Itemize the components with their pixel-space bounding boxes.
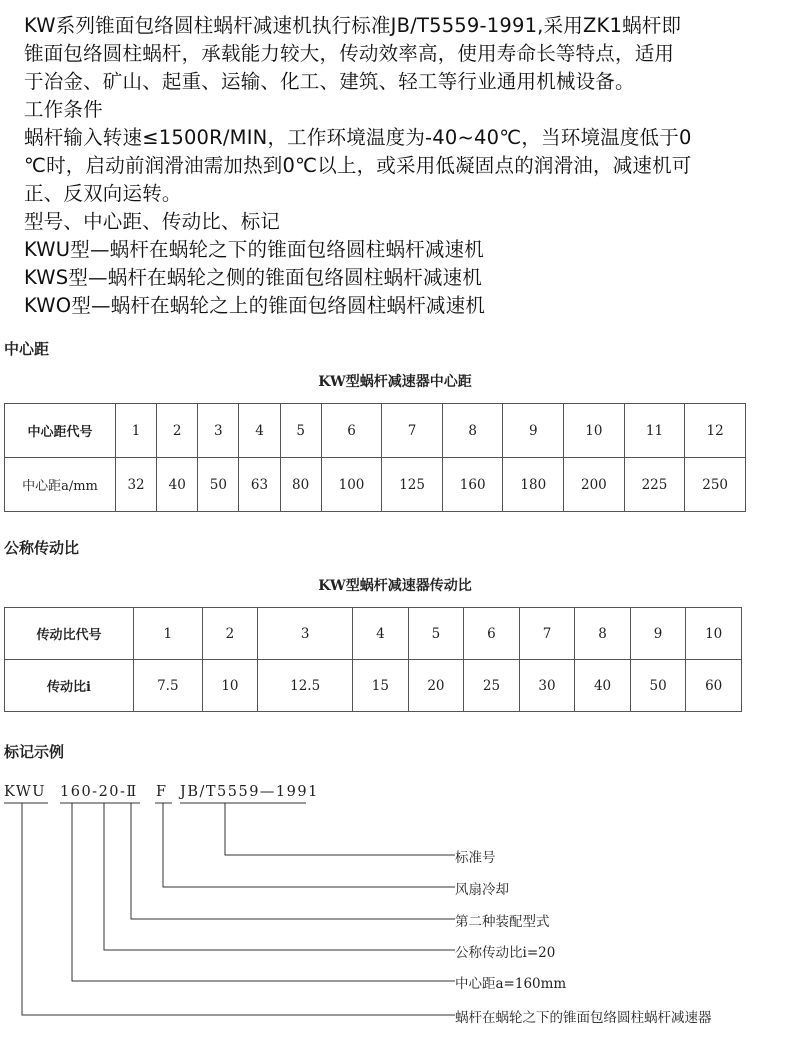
code-type: KWU	[4, 784, 46, 800]
intro-line: 锥面包络圆柱蜗杆，承载能力较大，传动效率高，使用寿命长等特点，适用	[24, 42, 675, 65]
intro-line: 工作条件	[24, 98, 103, 121]
ratio-table-caption: KW型蜗杆减速器传动比	[318, 578, 472, 594]
table-cell: 225	[624, 458, 685, 512]
table-cell: 15	[353, 660, 409, 712]
table-cell: 5	[408, 608, 464, 660]
center-distance-table	[4, 403, 746, 512]
table-cell: 9	[503, 404, 564, 458]
intro-line: 蜗杆输入转速≤1500R/MIN，工作环境温度为-40~40℃，当环境温度低于0	[24, 126, 692, 149]
intro-line: 正、反双向运转。	[24, 182, 182, 205]
leader-type-line	[22, 803, 455, 1015]
table-cell: 160	[442, 458, 503, 512]
table-cell: 30	[519, 660, 575, 712]
intro-line: 型号、中心距、传动比、标记	[24, 210, 281, 233]
marking-section-title: 标记示例	[4, 743, 65, 761]
label-assembly: 第二种装配型式	[455, 914, 550, 930]
table-cell: 4	[353, 608, 409, 660]
table-cell: 12	[685, 404, 746, 458]
intro-line: 于冶金、矿山、起重、运输、化工、建筑、轻工等行业通用机械设备。	[24, 70, 635, 93]
table-cell: 40	[157, 458, 198, 512]
intro-line: KWO型—蜗杆在蜗轮之上的锥面包络圆柱蜗杆减速机	[24, 294, 486, 317]
leader-ratio-line	[104, 803, 455, 950]
table-row-header: 传动比i	[5, 660, 134, 712]
table-cell: 100	[321, 458, 382, 512]
table-cell: 40	[575, 660, 631, 712]
table-cell: 180	[503, 458, 564, 512]
table-cell: 3	[258, 608, 353, 660]
table-cell: 20	[408, 660, 464, 712]
label-ratio: 公称传动比i=20	[455, 945, 556, 961]
table-cell: 80	[280, 458, 321, 512]
table-cell: 7.5	[134, 660, 203, 712]
table-cell: 2	[202, 608, 258, 660]
table-row	[5, 458, 746, 512]
code-standard: JB/T5559—1991	[180, 784, 319, 800]
table-cell: 12.5	[258, 660, 353, 712]
code-size: 160-20-Ⅱ	[60, 784, 138, 800]
leader-fan-line	[163, 803, 455, 887]
leader-assembly-line	[131, 803, 455, 919]
label-fan-cooling: 风扇冷却	[455, 882, 509, 898]
intro-line: KWU型—蜗杆在蜗轮之下的锥面包络圆柱蜗杆减速机	[24, 238, 484, 261]
table-cell: 60	[686, 660, 742, 712]
intro-line: KWS型—蜗杆在蜗轮之侧的锥面包络圆柱蜗杆减速机	[24, 266, 483, 289]
table-cell: 8	[575, 608, 631, 660]
code-cooling: F	[156, 784, 168, 800]
table-cell: 7	[382, 404, 443, 458]
table-row	[5, 660, 742, 712]
table-row-header: 中心距代号	[5, 404, 116, 458]
table-cell: 63	[239, 458, 280, 512]
table-cell: 10	[686, 608, 742, 660]
ratio-table	[4, 607, 742, 712]
table-cell: 125	[382, 458, 443, 512]
table-cell: 32	[116, 458, 157, 512]
table-cell: 2	[157, 404, 198, 458]
table-cell: 3	[198, 404, 239, 458]
center-distance-section-title: 中心距	[4, 340, 50, 358]
table-row	[5, 404, 746, 458]
intro-line: KW系列锥面包络圆柱蜗杆减速机执行标准JB/T5559-1991,采用ZK1蜗杆即	[24, 14, 682, 37]
table-cell: 4	[239, 404, 280, 458]
label-standard: 标准号	[455, 850, 496, 866]
table-cell: 11	[624, 404, 685, 458]
leader-standard-line	[225, 803, 455, 855]
table-cell: 1	[116, 404, 157, 458]
table-cell: 6	[321, 404, 382, 458]
table-row-header: 传动比代号	[5, 608, 134, 660]
intro-line: ℃时，启动前润滑油需加热到0℃以上，或采用低凝固点的润滑油，减速机可	[24, 154, 692, 177]
table-cell: 7	[519, 608, 575, 660]
table-row-header: 中心距a/mm	[5, 458, 116, 512]
leader-center-line	[72, 803, 455, 981]
label-type: 蜗杆在蜗轮之下的锥面包络圆柱蜗杆减速器	[455, 1010, 712, 1026]
table-cell: 50	[630, 660, 686, 712]
table-cell: 25	[464, 660, 520, 712]
table-cell: 6	[464, 608, 520, 660]
table-cell: 1	[134, 608, 203, 660]
table-cell: 8	[442, 404, 503, 458]
table-cell: 10	[564, 404, 625, 458]
intro-text	[24, 12, 774, 320]
label-center-distance: 中心距a=160mm	[455, 976, 567, 992]
table-cell: 250	[685, 458, 746, 512]
table-cell: 50	[198, 458, 239, 512]
marking-diagram	[0, 780, 790, 1050]
table-cell: 10	[202, 660, 258, 712]
ratio-section-title: 公称传动比	[4, 539, 80, 557]
table-cell: 200	[564, 458, 625, 512]
table-cell: 5	[280, 404, 321, 458]
table-cell: 9	[630, 608, 686, 660]
table-row	[5, 608, 742, 660]
center-distance-table-caption: KW型蜗杆减速器中心距	[318, 374, 472, 390]
